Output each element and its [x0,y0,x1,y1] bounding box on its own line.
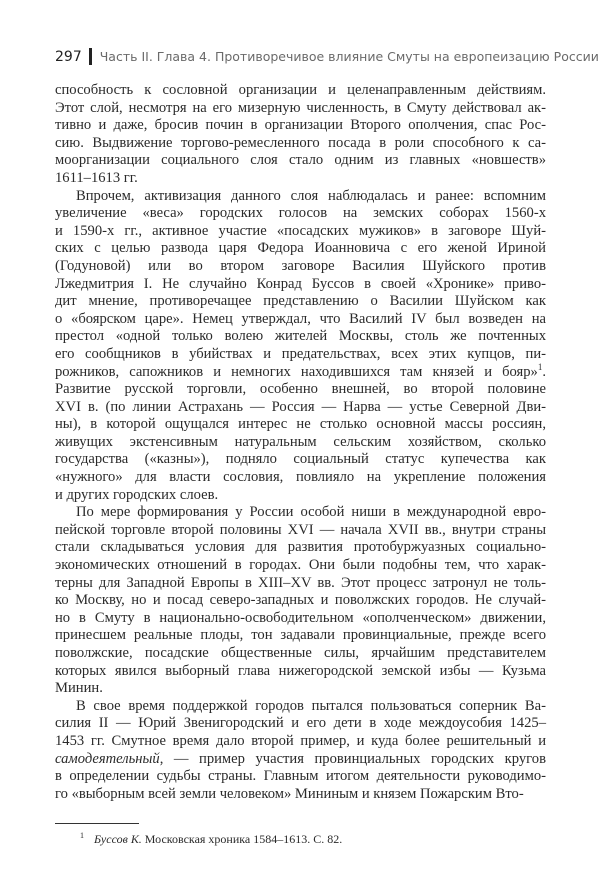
text-line: но в Смуту в национально-освободительном «ополченческом» движении, [55,609,546,626]
text-line: в определении судьбы страны. Главным итогом деятельности руководимо- [55,768,546,785]
text-line: XVI в. (по линии Астрахань — Россия — Нарва — устье Северной Дви- [55,398,546,415]
text-line: (Годуновой) или во втором заговоре Василия Шуйского против [55,257,546,274]
text-line: 1453 гг. Смутное время дало второй пример, и куда более решительный и [55,732,546,749]
text-line: государства («казны»), подняло социальный статус купечества как [55,451,546,468]
text-line: В свое время поддержкой городов пытался пользоваться соперник Ва- [76,697,546,714]
text-segment: . [542,363,546,380]
text-line: ны), в которой ощущался интерес не столько основной массы россиян, [55,416,546,433]
footnote-reference[interactable]: 1 [537,361,543,372]
text-line: живущих экстенсивным натуральным сельским хозяйством, сколько [55,433,546,450]
header-divider [89,48,92,65]
text-line: и 1590-х гг., активное участие «посадских мужиков» в заговоре Шуй- [55,222,546,239]
text-line: Развитие русской торговли, особенно внешней, во второй половине [55,381,546,398]
text-line: увеличение «веса» городских голосов на земских соборах 1560-х [55,205,546,222]
text-line: престол «одной только волею жителей Москвы, столь же почтенных [55,328,546,345]
footnote-text: Московская хроника 1584–1613. С. 82. [141,832,343,846]
text-segment: , — пример участия провинциальных городских кругов [159,750,546,767]
text-line: принесшем реальные плоды, тон задавали провинциальные, прежде всего [55,627,546,644]
text-line [55,361,546,382]
text-segment: рожников, сапожников и немногих находившихся там князей и бояр» [55,363,538,380]
footnote-rule [55,823,139,824]
text-line [55,751,546,769]
text-line: Минин. [55,680,103,697]
text-line: тивно и даже, бросив почин в организации Второго ополчения, спас Рос- [55,117,546,134]
text-line: ских с целью развода царя Федора Иоанновича с его женой Ириной [55,240,546,257]
text-line: стали складываться условия для развития протобуржуазных социально- [55,539,546,556]
text-line: силия II — Юрий Звенигородский и его дети в ходе междоусобия 1425– [55,715,546,732]
text-line: 1611–1613 гг. [55,169,138,186]
text-line: ко Москву, но и посад северо-западных и поволжских городов. Не случай- [55,592,546,609]
text-line: его сообщников в убийствах и предательствах, всех этих купцов, пи- [55,345,546,362]
text-line: го «выборным всей земли человеком» Мининым и князем Пожарским Вто- [55,785,524,802]
text-line: терны для Западной Европы в XIII–XV вв. Этот процесс затронул не толь- [55,574,546,591]
page-number: 297 [55,48,82,65]
text-line: о «боярском царе». Немец утверждал, что Василий IV был возведен на [55,310,546,327]
text-line: пейской торговле второй половины XVI — начала XVII вв., внутри страны [55,521,546,538]
text-line: которых явился выборный глава нижегородской земской избы — Кузьма [55,662,546,679]
text-line: дит мнение, противоречащее представлению о Василии Шуйском как [55,293,546,310]
text-line: сию. Выдвижение торгово-ремесленного посада в роли способного к са- [55,134,546,151]
body-text [55,82,546,803]
text-line: По мере формирования у России особой ниши в международной евро- [76,504,546,521]
text-line: и других городских слоев. [55,486,219,503]
footnote [80,831,342,847]
text-line: Впрочем, активизация данного слоя наблюдалась и ранее: вспомним [76,187,546,204]
footnote-marker: 1 [80,831,84,840]
footnote-author: Буссов К. [94,832,142,846]
text-line: Лжедмитрия I. Не случайно Конрад Буссов в своей «Хронике» приво- [55,275,546,292]
text-line: моорганизации социального слоя стало одним из главных «новшеств» [55,152,546,169]
text-line: экономических отношений в городах. Они были подобны тем, что харак- [55,557,546,574]
running-title: Часть II. Глава 4. Противоречивое влияние Смуты на европеизацию России [99,49,599,64]
running-header [55,48,599,65]
text-line: «нужного» для власти сословия, повлияло на укрепление положения [55,469,546,486]
text-line: способность к сословной организации и целенаправленным действиям. [55,82,546,98]
text-line: поволжские, посадские общественные силы, ярчайшим представителем [55,645,546,661]
emphasis-text: самодеятельный [55,750,160,767]
text-line: Этот слой, несмотря на его мизерную численность, в Смуту действовал ак- [55,99,546,116]
